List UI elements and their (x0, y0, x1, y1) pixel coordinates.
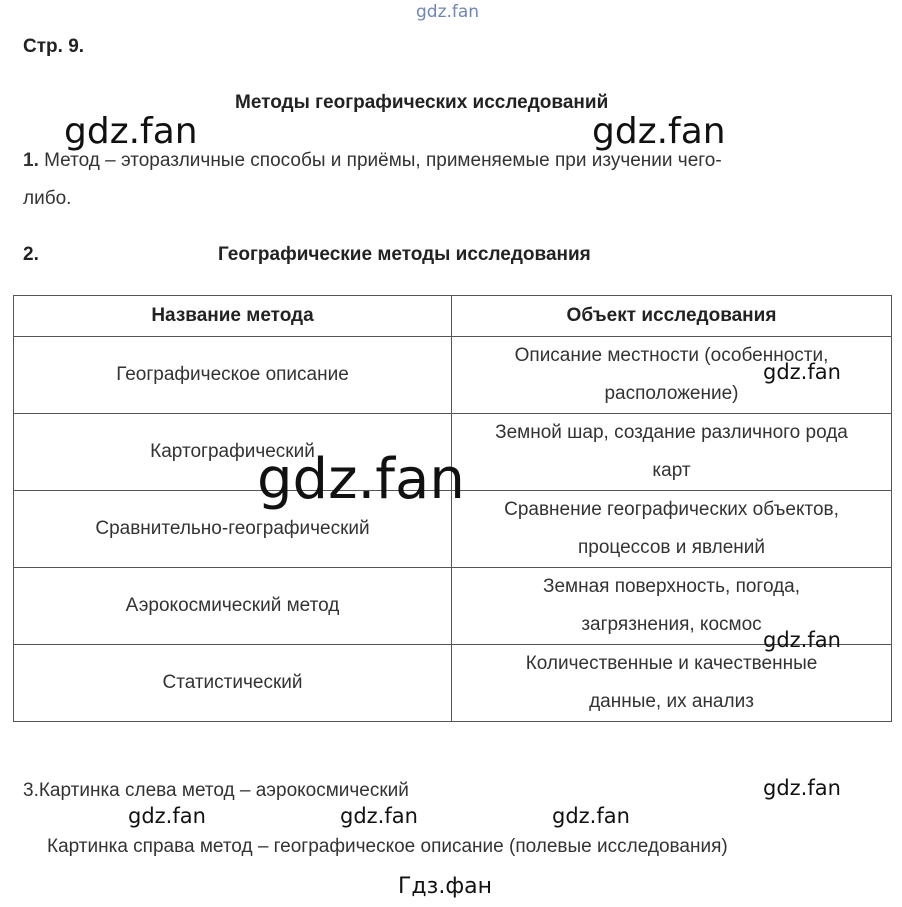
answer-1-line-2: либо. (23, 188, 72, 209)
page-reference: Стр. 9. (23, 36, 85, 57)
watermark: gdz.fan (257, 447, 465, 512)
table-title: Географические методы исследования (218, 244, 591, 265)
method-cell: Картографический (14, 414, 452, 491)
object-line: Описание местности (особенности, (514, 345, 829, 366)
method-cell: Географическое описание (14, 337, 452, 414)
watermark: gdz.fan (763, 628, 841, 652)
object-line: Земной шар, создание различного рода (495, 422, 848, 443)
answer-3-line-1: 3.Картинка слева метод – аэрокосмический (23, 780, 409, 801)
table-row (14, 568, 892, 645)
table-row (14, 645, 892, 722)
watermark: gdz.fan (763, 776, 841, 800)
answer-1-number: 1. (23, 150, 39, 171)
table-row (14, 337, 892, 414)
table-header-row (14, 296, 892, 337)
object-cell (452, 491, 892, 568)
method-cell: Статистический (14, 645, 452, 722)
footer-watermark: Гдз.фан (398, 874, 492, 899)
watermark: gdz.fan (64, 111, 198, 152)
method-cell: Сравнительно-географический (14, 491, 452, 568)
object-line: Сравнение географических объектов, (504, 499, 839, 520)
object-line: Количественные и качественные (525, 653, 818, 674)
watermark: gdz.fan (763, 360, 841, 384)
object-line: загрязнения, космос (581, 614, 762, 635)
object-line: карт (652, 460, 691, 481)
object-cell (452, 414, 892, 491)
object-line: Земная поверхность, погода, (542, 576, 801, 597)
column-header-method: Название метода (14, 296, 452, 337)
watermark: gdz.fan (592, 111, 726, 152)
watermark: gdz.fan (340, 804, 418, 828)
object-cell (452, 645, 892, 722)
top-watermark: gdz.fan (416, 2, 480, 22)
watermark: gdz.fan (128, 804, 206, 828)
page-title: Методы географических исследований (235, 92, 609, 113)
answer-2-number: 2. (23, 244, 39, 265)
object-line: процессов и явлений (577, 537, 766, 558)
answer-3-line-2: Картинка справа метод – географическое описание (полевые исследования) (47, 836, 728, 857)
answer-1-text: Метод – эторазличные способы и приёмы, применяемые при изучении чего- (38, 150, 722, 171)
watermark: gdz.fan (552, 804, 630, 828)
answer-1-line-1 (23, 150, 722, 172)
object-line: данные, их анализ (589, 691, 754, 712)
column-header-object: Объект исследования (452, 296, 892, 337)
object-line: расположение) (604, 383, 739, 404)
method-cell: Аэрокосмический метод (14, 568, 452, 645)
